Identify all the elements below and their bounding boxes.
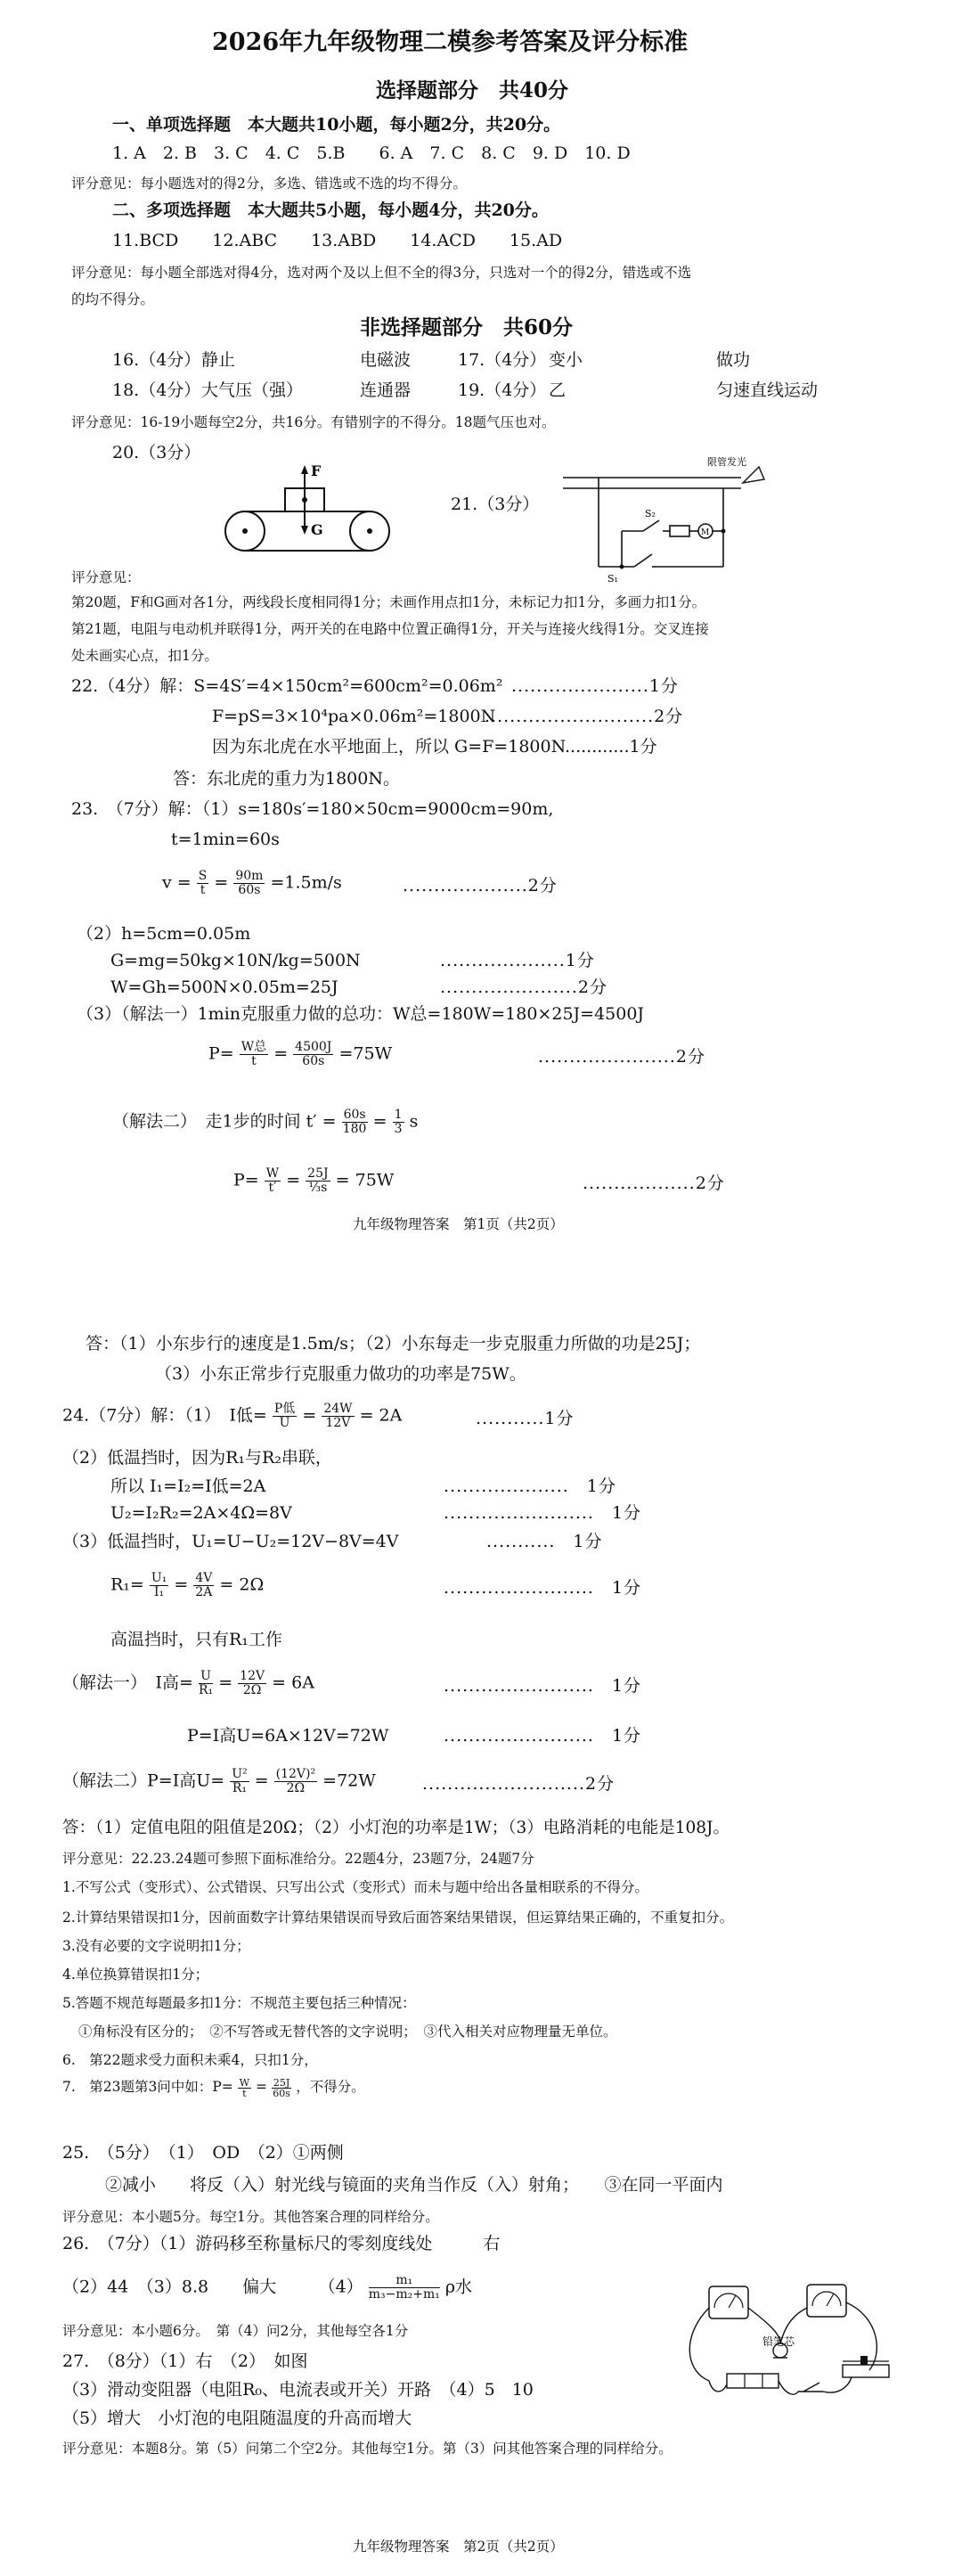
single-choice-comment: 评分意见：每小题选对的得2分，多选、错选或不选的均不得分。	[71, 176, 467, 192]
section-choice-heading: 选择题部分 共40分	[376, 78, 569, 102]
q27-pencil-lead-label: 铅笔芯	[762, 2335, 795, 2348]
q19-answer-1: 乙	[549, 380, 567, 400]
q20-comment: 第20题，F和G画对各1分，两线段长度相同得1分；未画作用点扣1分，未标记力扣1分，多画力扣1分。	[71, 594, 706, 610]
q21-label-s1: S₁	[607, 573, 618, 582]
q27-switch	[798, 2383, 823, 2392]
q20-21-comment-label: 评分意见：	[71, 569, 141, 585]
q27-comment: 评分意见：本题8分。第（5）问第二个空2分。其他每空1分。第（3）问其他答案合理的同样给分。	[62, 2441, 673, 2457]
multi-choice-comment-cont: 的均不得分。	[71, 291, 155, 307]
q26-line-1: 26. （7分）（1）游码移至称量标尺的零刻度线处 右	[62, 2234, 501, 2253]
single-choice-heading: 一、单项选择题 本大题共10小题，每小题2分，共20分。	[112, 115, 561, 135]
q20-label-f: F	[311, 463, 322, 479]
page-title: 2026年九年级物理二模参考答案及评分标准	[212, 29, 689, 56]
q23-power-score-1: ......................2分	[538, 1047, 705, 1067]
q24-power-score: ..........................2分	[422, 1774, 616, 1794]
q26-line-2: （2）44 （3）8.8 偏大 （4） $\frac{\text{m₁}}{\text{m₃−m₂+m₁}}$ ρ水	[62, 2273, 473, 2302]
q21-switch-s2	[643, 520, 659, 531]
q18-answer-1: 大气压（强）	[201, 380, 304, 400]
q25-comment: 评分意见：本小题5分。每空1分。其他答案合理的同样给分。	[62, 2209, 439, 2225]
q19-answer-2: 匀速直线运动	[716, 380, 819, 400]
q16-label: 16.（4分）	[112, 350, 201, 370]
q24-line-4-score: ........................ 1分	[444, 1503, 642, 1523]
q23-power-formula-1: P= $\frac{\text{W总}}{t}$ = $\frac{4500J}{60s}$ =75W	[208, 1040, 393, 1068]
q16-answer-1: 静止	[201, 350, 236, 370]
q23-method-2-time: （解法二） 走1步的时间 t′ = $\frac{60s}{180}$ = $\frac{1}{3}$ s	[112, 1108, 419, 1136]
q24-line-1-score: ...........1分	[476, 1409, 575, 1428]
q24-line-7: 高温挡时，只有R₁工作	[110, 1630, 282, 1649]
q26-comment: 评分意见：本小题6分。 第（4）问2分，其他每空各1分	[62, 2323, 409, 2339]
q23-line-6-score: ......................2分	[440, 977, 607, 997]
q19-label: 19.（4分）	[458, 380, 547, 400]
q21-label-s2: S₂	[645, 508, 656, 519]
q22-line-1-score: ......................1分	[511, 676, 679, 696]
q18-label: 18.（4分）	[112, 380, 201, 400]
q24-answer: 答：（1）定值电阻的阻值是20Ω；（2）小灯泡的功率是1W；（3）电路消耗的电能是108J。	[62, 1819, 730, 1837]
q27-voltmeter	[709, 2286, 748, 2318]
multi-choice-answers: 11.BCD 12.ABC 13.ABD 14.ACD 15.AD	[112, 231, 563, 250]
q23-power-formula-2: P= $\frac{W}{t'}$ = $\frac{25J}{\text{⅓s}}$ = 75W	[233, 1166, 395, 1195]
q23-line-5-score: ....................1分	[440, 951, 595, 970]
rule-1: 1.不写公式（变形式）、公式错误、只写出公式（变形式）而未与题中给出各量相联系的不得分。	[62, 1879, 649, 1895]
rule-2: 2.计算结果错误扣1分，因前面数字计算结果错误而导致后面答案结果错误，但运算结果正确的，不重复扣分。	[62, 1910, 734, 1926]
multi-choice-heading: 二、多项选择题 本大题共5小题，每小题4分，共20分。	[112, 200, 549, 220]
q24-resistance-formula: R₁= $\frac{\text{U₁}}{\text{I₁}}$ = $\frac{4V}{2A}$ = 2Ω	[110, 1571, 265, 1599]
rule-7: 7. 第23题第3问中如：P= $\frac{W}{t}$ = $\frac{25J}{60s}$ ，不得分。	[62, 2076, 365, 2099]
rule-5-detail: ①角标没有区分的； ②不写答或无替代答的文字说明； ③代入相关对应物理量无单位。	[78, 2024, 617, 2040]
page-2-footer: 九年级物理答案 第2页（共2页）	[353, 2539, 564, 2555]
fill-blank-comment: 评分意见：16-19小题每空2分，共16分。有错别字的不得分。18题气压也对。	[71, 414, 556, 430]
q23-answer-2: （3）小东正常步行克服重力做功的功率是75W。	[155, 1364, 526, 1384]
q27-line-2: （3）滑动变阻器（电阻R₀、电流表或开关）开路 （4）5 10	[62, 2380, 534, 2400]
q17-label: 17.（4分）	[458, 350, 547, 370]
q22-line-1: 22.（4分）解：S=4S′=4×150cm²=600cm²=0.06m²	[71, 676, 503, 696]
rule-5: 5.答题不规范每题最多扣1分：不规范主要包括三种情况：	[62, 1995, 416, 2011]
q23-answer-1: 答：（1）小东步行的速度是1.5m/s；（2）小东每走一步克服重力所做的功是25J；	[86, 1334, 701, 1353]
q22-line-3: 因为东北虎在水平地面上，所以 G=F=1800N............1分	[212, 737, 657, 756]
q24-line-4: U₂=I₂R₂=2A×4Ω=8V	[110, 1503, 292, 1523]
q24-line-1: 24.（7分）解：（1） I低= $\frac{\text{P低}}{U}$ = $\frac{24W}{12V}$ = 2A	[62, 1402, 403, 1430]
q25-line-2: ②减小 将反（入）射光线与镜面的夹角当作反（入）射角； ③在同一平面内	[105, 2175, 723, 2195]
q21-label: 21.（3分）	[451, 495, 540, 514]
q18-answer-2: 连通器	[360, 380, 412, 400]
q20-label-g: G	[311, 521, 323, 538]
q24-line-5-score: ........... 1分	[486, 1532, 603, 1551]
q17-answer-1: 变小	[549, 350, 583, 370]
q27-line-1: 27. （8分）（1）右 （2） 如图	[62, 2351, 308, 2371]
q21-diagram	[545, 453, 768, 582]
q23-line-7: （3）（解法一）1min克服重力做的总功：W总=180W=180×25J=4500J	[77, 1004, 645, 1024]
q17-answer-2: 做功	[716, 350, 751, 370]
q21-switch-s1	[634, 554, 652, 567]
q24-line-5: （3）低温挡时，U₁=U−U₂=12V−8V=4V	[62, 1532, 399, 1551]
q23-line-1: 23. （7分）解：（1）s=180s′=180×50cm=9000cm=90m,	[71, 799, 554, 819]
rule-4: 4.单位换算错误扣1分；	[62, 1967, 209, 1983]
q21-comment-cont: 处未画实心点，扣1分。	[71, 648, 218, 664]
q24-line-9: P=I高U=6A×12V=72W	[187, 1726, 389, 1746]
q24-line-9-score: ........................ 1分	[444, 1726, 642, 1746]
q24-line-3: 所以 I₁=I₂=I低=2A	[110, 1476, 266, 1496]
q23-velocity-formula: v = $\frac{S}{t}$ = $\frac{90m}{60s}$ =1.5m/s	[162, 869, 342, 897]
q27-battery	[727, 2374, 779, 2388]
q22-line-2: F=pS=3×10⁴pa×0.06m²=1800N	[212, 707, 496, 726]
q24-current-score: ........................ 1分	[444, 1676, 642, 1696]
rules-intro: 评分意见：22.23.24题可参照下面标准给分。22题4分，23题7分，24题7分	[62, 1851, 534, 1867]
q23-line-6: W=Gh=500N×0.05m=25J	[110, 977, 338, 997]
q24-power-formula: （解法二）P=I高U= $\frac{\text{U²}}{\text{R₁}}$ = $\frac{\text{(12V)²}}{2\Omega}$ =72W	[62, 1767, 376, 1795]
q27-rheostat	[843, 2356, 889, 2377]
q23-line-4: （2）h=5cm=0.05m	[77, 924, 251, 944]
q23-line-2: t=1min=60s	[171, 830, 280, 849]
q24-line-2: （2）低温挡时，因为R₁与R₂串联，	[62, 1448, 332, 1468]
page-1-footer: 九年级物理答案 第1页（共2页）	[353, 1216, 564, 1232]
q23-line-5: G=mg=50kg×10N/kg=500N	[110, 951, 361, 970]
single-choice-answers: 1. A 2. B 3. C 4. C 5.B 6. A 7. C 8. C 9. D 10. D	[112, 143, 631, 163]
q20-diagram	[223, 463, 392, 552]
q21-comment: 第21题，电阻与电动机并联得1分，两开关的在电路中位置正确得1分，开关与连接火线得1分。交叉连接	[71, 621, 709, 637]
q23-power-score-2: ..................2分	[583, 1174, 725, 1193]
q23-velocity-score: ....................2分	[403, 876, 558, 895]
q24-current-formula: （解法一） I高= $\frac{U}{\text{R₁}}$ = $\frac{12V}{2\Omega}$ = 6A	[62, 1669, 314, 1697]
q27-line-3: （5）增大 小灯泡的电阻随温度的升高而增大	[62, 2408, 412, 2428]
q22-answer: 答：东北虎的重力为1800N。	[173, 769, 400, 789]
q24-line-3-score: .................... 1分	[444, 1476, 616, 1496]
q21-label-top: 限管发光	[707, 456, 746, 468]
rule-6: 6. 第22题求受力面积未乘4，只扣1分，	[62, 2052, 318, 2068]
q16-answer-2: 电磁波	[360, 350, 412, 370]
q22-line-2-score: ...........................2分	[485, 707, 684, 726]
q24-resistance-score: ........................ 1分	[444, 1578, 642, 1598]
q25-line-1: 25. （5分） （1） OD （2）①两侧	[62, 2143, 344, 2163]
q21-resistor	[670, 526, 689, 536]
multi-choice-comment: 评分意见：每小题全部选对得4分，选对两个及以上但不全的得3分，只选对一个的得2分，错选或不选	[71, 265, 692, 281]
q27-ammeter	[807, 2285, 846, 2317]
rule-3: 3.没有必要的文字说明扣1分；	[62, 1938, 250, 1954]
q21-label-m: M	[701, 528, 710, 537]
q20-label: 20.（3分）	[112, 443, 201, 462]
section-nonchoice-heading: 非选择题部分 共60分	[360, 315, 574, 339]
q27-circuit-diagram	[673, 2281, 893, 2406]
